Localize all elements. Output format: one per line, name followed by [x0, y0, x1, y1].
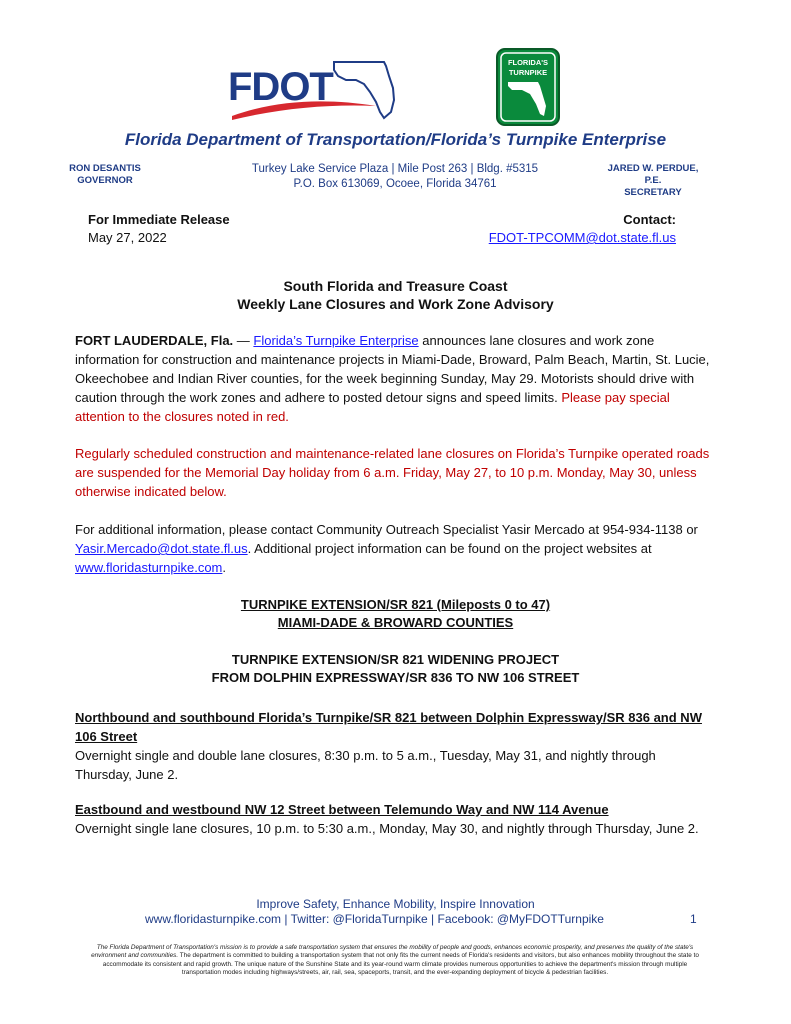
page-number: 1: [690, 912, 697, 926]
address-line-2: P.O. Box 613069, Ocoee, Florida 34761: [293, 178, 497, 190]
mission-italic: The Florida Department of Transportation's mission is to provide a safe transportation system that ensures the mobility of people and goods, enhances economic prosperity, and preserves the quality of the state's environment and communities.: [91, 944, 694, 960]
governor-name: RON DESANTIS: [69, 163, 141, 174]
secretary-block: [598, 163, 708, 199]
additional-info-paragraph: [75, 520, 715, 577]
address-block: [200, 162, 590, 192]
release-block: [88, 211, 230, 247]
closure-heading: Northbound and southbound Florida’s Turnpike/SR 821 between Dolphin Expressway/SR 836 and NW 106 Street: [75, 710, 702, 744]
dateline: FORT LAUDERDALE, Fla.: [75, 333, 234, 348]
headline: [0, 277, 791, 313]
footer-tagline: Improve Safety, Enhance Mobility, Inspire Innovation: [256, 897, 535, 911]
dateline-dash: —: [233, 333, 254, 348]
turnpike-logo: [496, 48, 560, 126]
org-title: Florida Department of Transportation/Florida’s Turnpike Enterprise: [124, 130, 667, 149]
additional-info-text-1: For additional information, please contact Community Outreach Specialist Yasir Mercado at 954-934-1138 or: [75, 522, 698, 537]
release-label: For Immediate Release: [88, 212, 230, 227]
contact-block: [489, 211, 676, 247]
closure-detail: Overnight single and double lane closures, 8:30 p.m. to 5 a.m., Tuesday, May 31, and nightly through Thursday, June 2.: [75, 748, 656, 782]
address-line-1: Turkey Lake Service Plaza | Mile Post 263 | Bldg. #5315: [251, 163, 539, 175]
turnpike-logo-line1: FLORIDA'S: [507, 58, 549, 67]
mission-statement: [85, 944, 705, 978]
section-title-line-2: MIAMI-DADE & BROWARD COUNTIES: [277, 615, 514, 630]
closure-heading: Eastbound and westbound NW 12 Street between Telemundo Way and NW 114 Avenue: [75, 802, 609, 817]
secretary-title: SECRETARY: [624, 187, 682, 198]
project-title-line-1: TURNPIKE EXTENSION/SR 821 WIDENING PROJECT: [231, 652, 560, 667]
headline-line-2: Weekly Lane Closures and Work Zone Advisory: [237, 296, 554, 312]
contact-email-link[interactable]: FDOT-TPCOMM@dot.state.fl.us: [488, 230, 676, 245]
additional-info-text-3: .: [222, 560, 227, 575]
website-link[interactable]: www.floridasturnpike.com: [75, 560, 223, 575]
fdot-logo: [226, 54, 396, 124]
fdot-logo-text: FDOT: [228, 65, 333, 109]
section-title: [0, 596, 791, 632]
outreach-email-link[interactable]: Yasir.Mercado@dot.state.fl.us: [75, 541, 248, 556]
intro-text: announces lane closures and work zone information for construction and maintenance projects in Miami-Dade, Broward, Palm Beach, Martin, St. Lucie, Okeechobee and Indian River counties, for the week beginning Sunday, May 29. Motorists should drive with caution through the work zones and adhere to posted detour signs and speed limits.: [75, 333, 710, 405]
turnpike-logo-line2: TURNPIKE: [508, 68, 548, 77]
holiday-notice: Regularly scheduled construction and maintenance-related lane closures on Florida’s Turnpike operated roads are suspended for the Memorial Day holiday from 6 a.m. Friday, May 27, to 10 p.m. Monday, May 30, unless otherwise indicated below.: [75, 446, 710, 499]
release-date: May 27, 2022: [88, 230, 167, 245]
governor-block: [60, 163, 150, 187]
closure-detail: Overnight single lane closures, 10 p.m. to 5:30 a.m., Monday, May 30, and nightly through Thursday, June 2.: [75, 821, 699, 836]
project-title-line-2: FROM DOLPHIN EXPRESSWAY/SR 836 TO NW 106 STREET: [211, 670, 580, 685]
closure-item: [75, 708, 715, 784]
intro-paragraph: [75, 331, 715, 426]
secretary-name: JARED W. PERDUE, P.E.: [607, 163, 699, 186]
headline-line-1: South Florida and Treasure Coast: [283, 278, 508, 294]
turnpike-enterprise-link[interactable]: Florida’s Turnpike Enterprise: [253, 333, 419, 348]
mission-rest: The department is committed to building a transportation system that not only fits the current needs of Florida's residents and visitors, but also enhances mobility throughout the state to accommodate its consistent and rapid growth. The unique nature of the Sunshine State and its year-round warm climate provides numerous opportunities to achieve the department's mission through multiple transportation modes including highways/streets, air, rail, sea, spaceports, transit, and the ever-expanding deployment of bicycle & pedestrian facilities.: [102, 952, 699, 977]
section-title-line-1: TURNPIKE EXTENSION/SR 821 (Mileposts 0 to 47): [240, 597, 551, 612]
project-title: [0, 651, 791, 687]
contact-label: Contact:: [623, 212, 676, 227]
red-notice: Please pay special attention to the closures noted in red.: [75, 390, 670, 424]
closure-item: [75, 800, 715, 838]
governor-title: GOVERNOR: [77, 175, 133, 186]
additional-info-text-2: . Additional project information can be found on the project websites at: [247, 541, 652, 556]
footer-links: www.floridasturnpike.com | Twitter: @FloridaTurnpike | Facebook: @MyFDOTTurnpike: [145, 912, 604, 926]
